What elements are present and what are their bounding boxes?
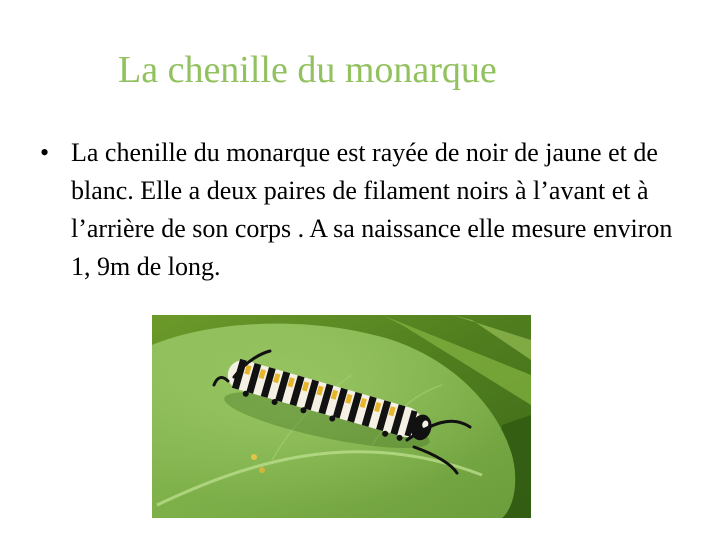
caterpillar-photo [152,315,531,518]
bullet-text: La chenille du monarque est rayée de noir de jaune et de blanc. Elle a deux paires de filament noirs à l’avant et à l’arrière de son corps . A sa naissance elle mesure environ 1, 9m de long. [71,138,673,281]
bullet-marker: • [40,138,50,167]
slide-title: La chenille du monarque [118,49,497,91]
